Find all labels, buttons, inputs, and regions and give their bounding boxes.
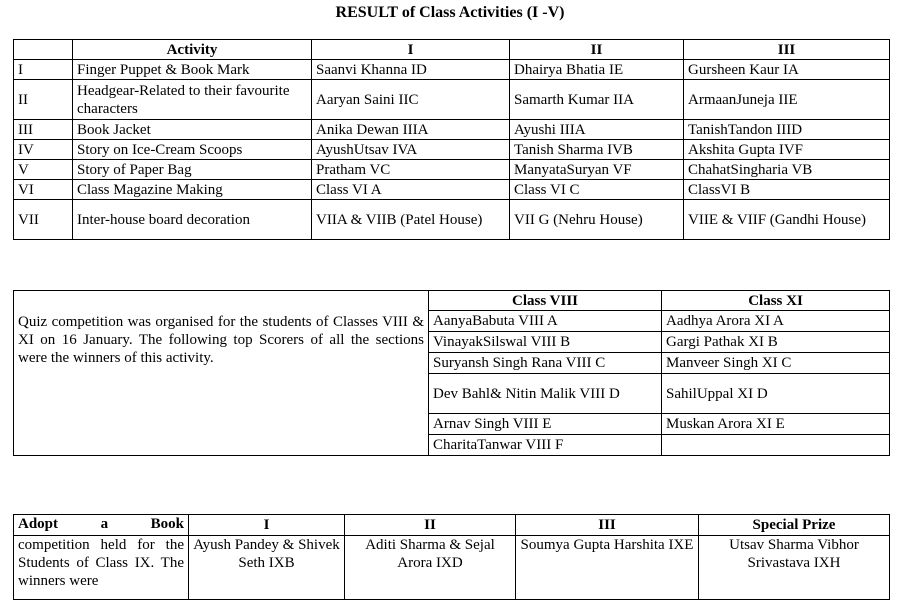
winner-cell bbox=[662, 435, 890, 456]
winner-cell: Class VI A bbox=[312, 180, 510, 200]
winner-cell: Aadhya Arora XI A bbox=[662, 311, 890, 332]
header-cell: I bbox=[189, 515, 345, 536]
quiz-description: Quiz competition was organised for the students of Classes VIII & XI on 16 January. The following top Scorers of all the sections were the winners of this activity. bbox=[14, 291, 429, 456]
row-number-cell: III bbox=[14, 120, 73, 140]
winner-cell: ClassVI B bbox=[684, 180, 890, 200]
activity-cell: Class Magazine Making bbox=[73, 180, 312, 200]
winner-cell: VII G (Nehru House) bbox=[510, 200, 684, 240]
header-cell: III bbox=[516, 515, 699, 536]
quiz-results-table bbox=[13, 290, 890, 456]
winner-cell: ManyataSuryan VF bbox=[510, 160, 684, 180]
winner-cell: Dev Bahl& Nitin Malik VIII D bbox=[429, 374, 662, 414]
winner-cell: ChahatSingharia VB bbox=[684, 160, 890, 180]
adopt-a-book-table bbox=[13, 514, 890, 600]
winner-cell: Gargi Pathak XI B bbox=[662, 332, 890, 353]
table-row bbox=[14, 160, 890, 180]
winner-cell: Suryansh Singh Rana VIII C bbox=[429, 353, 662, 374]
header-cell: Special Prize bbox=[699, 515, 890, 536]
winner-cell: Muskan Arora XI E bbox=[662, 414, 890, 435]
row-number-cell: II bbox=[14, 80, 73, 120]
table-header-row bbox=[14, 291, 890, 311]
table-row bbox=[14, 80, 890, 120]
winner-cell: Pratham VC bbox=[312, 160, 510, 180]
winner-cell: AanyaBabuta VIII A bbox=[429, 311, 662, 332]
winner-cell: Aditi Sharma & Sejal Arora IXD bbox=[345, 536, 516, 600]
table-header-row bbox=[14, 515, 890, 536]
header-cell: III bbox=[684, 40, 890, 60]
winner-cell: AyushUtsav IVA bbox=[312, 140, 510, 160]
winner-cell: TanishTandon IIID bbox=[684, 120, 890, 140]
winner-cell: Gursheen Kaur IA bbox=[684, 60, 890, 80]
activity-cell: Headgear-Related to their favourite characters bbox=[73, 80, 312, 120]
activity-cell: Inter-house board decoration bbox=[73, 200, 312, 240]
winner-cell: VinayakSilswal VIII B bbox=[429, 332, 662, 353]
row-number-cell: VII bbox=[14, 200, 73, 240]
winner-cell: Saanvi Khanna ID bbox=[312, 60, 510, 80]
row-number-cell: IV bbox=[14, 140, 73, 160]
winner-cell: Dhairya Bhatia IE bbox=[510, 60, 684, 80]
table-row bbox=[14, 120, 890, 140]
header-cell: II bbox=[510, 40, 684, 60]
activity-cell: Story of Paper Bag bbox=[73, 160, 312, 180]
table-row bbox=[14, 140, 890, 160]
header-cell: Class VIII bbox=[429, 291, 662, 311]
page-title: RESULT of Class Activities (I -V) bbox=[335, 4, 565, 21]
header-cell: I bbox=[312, 40, 510, 60]
winner-cell: Tanish Sharma IVB bbox=[510, 140, 684, 160]
winner-cell: Utsav Sharma Vibhor Srivastava IXH bbox=[699, 536, 890, 600]
winner-cell: CharitaTanwar VIII F bbox=[429, 435, 662, 456]
table-row bbox=[14, 200, 890, 240]
winner-cell: Soumya Gupta Harshita IXE bbox=[516, 536, 699, 600]
adopt-a-book-heading: Adopt a Book bbox=[14, 515, 189, 536]
winner-cell: Aaryan Saini IIC bbox=[312, 80, 510, 120]
activity-cell: Finger Puppet & Book Mark bbox=[73, 60, 312, 80]
winner-cell: Anika Dewan IIIA bbox=[312, 120, 510, 140]
winner-cell: ArmaanJuneja IIE bbox=[684, 80, 890, 120]
header-cell: II bbox=[345, 515, 516, 536]
winner-cell: Ayushi IIIA bbox=[510, 120, 684, 140]
row-number-cell: I bbox=[14, 60, 73, 80]
winner-cell: Manveer Singh XI C bbox=[662, 353, 890, 374]
winner-cell: Ayush Pandey & Shivek Seth IXB bbox=[189, 536, 345, 600]
table-row bbox=[14, 536, 890, 600]
table-header-row bbox=[14, 40, 890, 60]
winner-cell: Arnav Singh VIII E bbox=[429, 414, 662, 435]
activity-cell: Book Jacket bbox=[73, 120, 312, 140]
adopt-a-book-description: competition held for the Students of Class IX. The winners were bbox=[14, 536, 189, 600]
winner-cell: Akshita Gupta IVF bbox=[684, 140, 890, 160]
header-cell: Activity bbox=[73, 40, 312, 60]
winner-cell: Class VI C bbox=[510, 180, 684, 200]
winner-cell: VIIA & VIIB (Patel House) bbox=[312, 200, 510, 240]
row-number-cell: V bbox=[14, 160, 73, 180]
activity-cell: Story on Ice-Cream Scoops bbox=[73, 140, 312, 160]
table-row bbox=[14, 60, 890, 80]
table-row bbox=[14, 180, 890, 200]
header-cell: Class XI bbox=[662, 291, 890, 311]
row-number-cell: VI bbox=[14, 180, 73, 200]
header-cell bbox=[14, 40, 73, 60]
winner-cell: SahilUppal XI D bbox=[662, 374, 890, 414]
winner-cell: Samarth Kumar IIA bbox=[510, 80, 684, 120]
class-activities-table bbox=[13, 39, 890, 240]
winner-cell: VIIE & VIIF (Gandhi House) bbox=[684, 200, 890, 240]
